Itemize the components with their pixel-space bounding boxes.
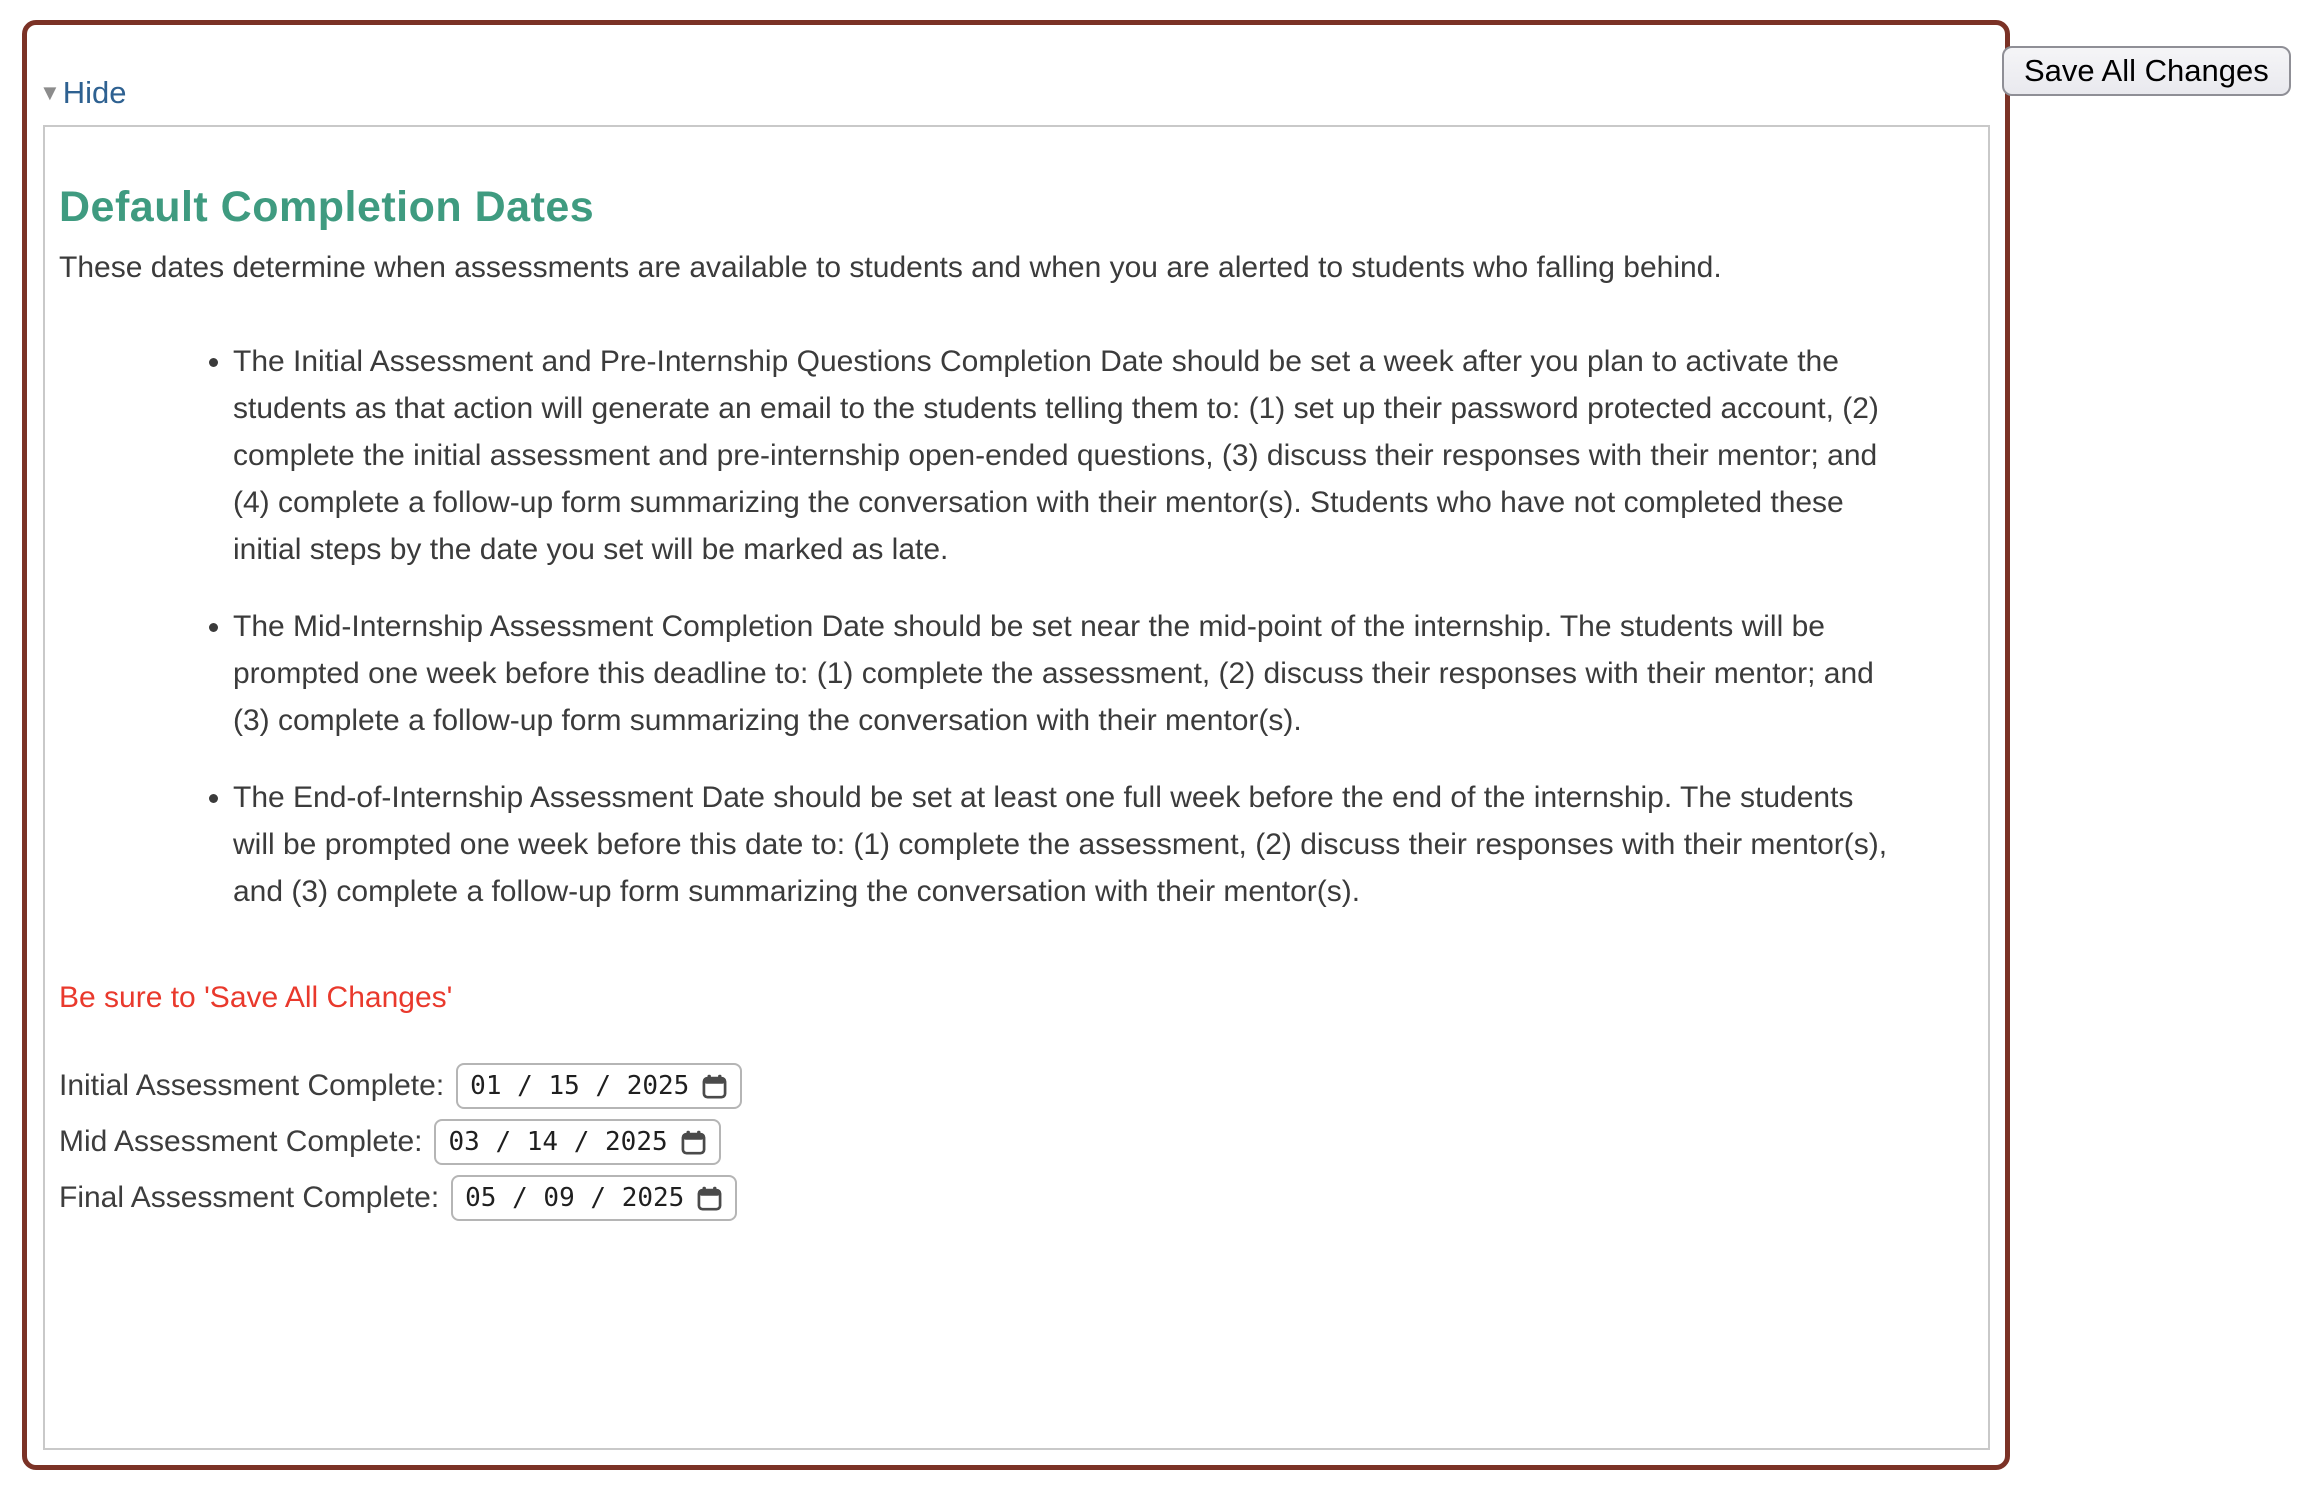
- mid-assessment-date-value: 03 / 14 / 2025: [448, 1127, 668, 1157]
- final-assessment-date-input[interactable]: [451, 1175, 737, 1221]
- initial-assessment-row: [59, 1063, 1974, 1109]
- instructions-list: [59, 338, 1904, 915]
- hide-toggle-link[interactable]: [39, 77, 127, 108]
- initial-assessment-date-input[interactable]: [456, 1063, 742, 1109]
- default-completion-dates-panel: [43, 125, 1990, 1450]
- final-assessment-date-value: 05 / 09 / 2025: [465, 1183, 685, 1213]
- list-item-mid-internship: • The Mid-Internship Assessment Completion Date should be set near the mid-point of the internship. The students will be prompted one week before this deadline to: (1) complete the assessment, (2) discuss their responses with their mentor; and (3) complete a follow-up form summarizing the conversation with their mentor(s).: [233, 603, 1898, 744]
- final-assessment-label: Final Assessment Complete:: [59, 1181, 440, 1214]
- list-item-initial-assessment: • The Initial Assessment and Pre-Internship Questions Completion Date should be set a week after you plan to activate the students as that action will generate an email to the students telling them to: (1) set up their password protected account, (2) complete the initial assessment and pre-internship open-ended questions, (3) discuss their responses with their mentor; and (4) complete a follow-up form summarizing the conversation with their mentor(s). Students who have not completed these initial steps by the date you set will be marked as late.: [233, 338, 1898, 573]
- date-fields-group: [59, 1063, 1974, 1221]
- initial-assessment-label: Initial Assessment Complete:: [59, 1069, 445, 1102]
- mid-assessment-label: Mid Assessment Complete:: [59, 1125, 423, 1158]
- completion-dates-section: [22, 20, 2010, 1470]
- list-item-end-of-internship: • The End-of-Internship Assessment Date should be set at least one full week before the end of the internship. The students will be prompted one week before this date to: (1) complete the assessment, (2) discuss their responses with their mentor(s), and (3) complete a follow-up form summarizing the conversation with their mentor(s).: [233, 774, 1898, 915]
- collapse-triangle-icon: ▼: [39, 79, 61, 105]
- save-all-changes-button[interactable]: Save All Changes: [2002, 46, 2291, 96]
- panel-title: Default Completion Dates: [59, 183, 595, 231]
- calendar-icon[interactable]: [701, 1073, 728, 1100]
- panel-intro-text: These dates determine when assessments are available to students and when you are alerted to students who falling behind.: [59, 251, 1722, 284]
- mid-assessment-row: [59, 1119, 1974, 1165]
- initial-assessment-date-value: 01 / 15 / 2025: [470, 1071, 690, 1101]
- save-changes-warning: Be sure to 'Save All Changes': [59, 981, 453, 1014]
- mid-assessment-date-input[interactable]: [434, 1119, 720, 1165]
- hide-toggle-label: Hide: [62, 75, 127, 110]
- final-assessment-row: [59, 1175, 1974, 1221]
- calendar-icon[interactable]: [696, 1185, 723, 1212]
- calendar-icon[interactable]: [680, 1129, 707, 1156]
